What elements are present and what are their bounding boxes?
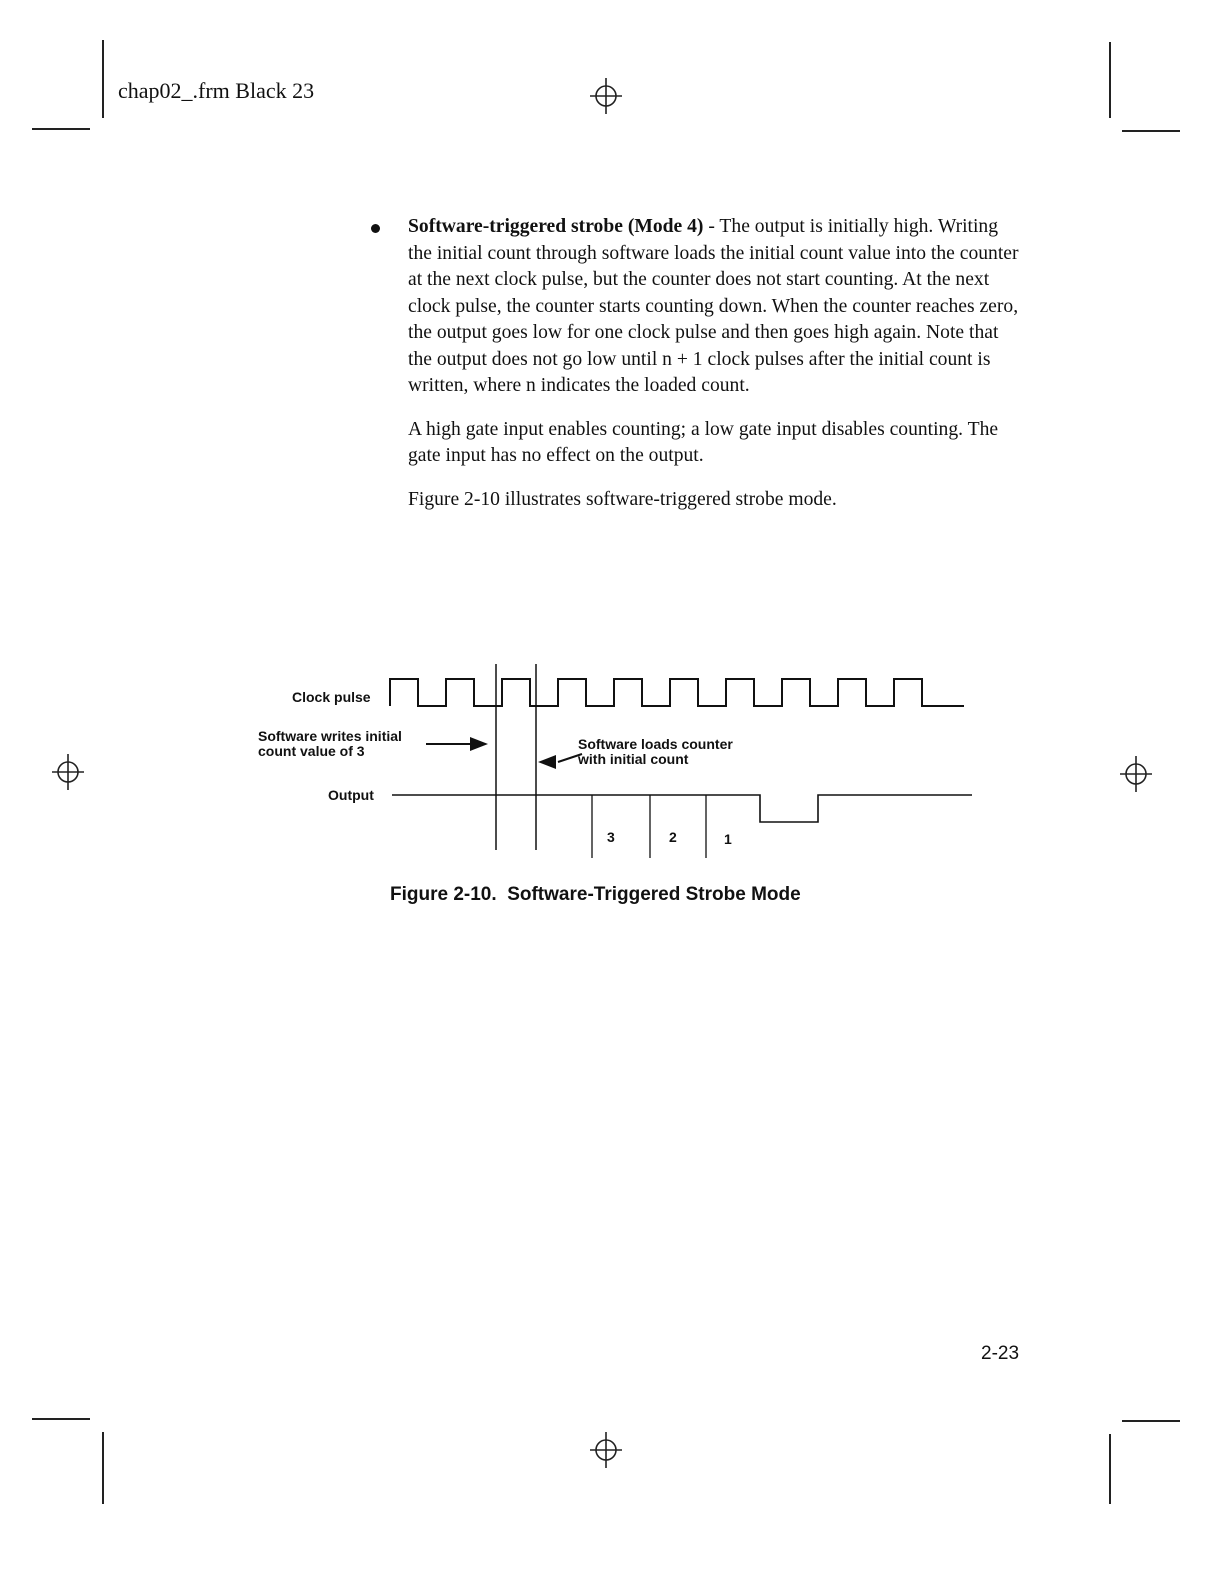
- count-label-1: 1: [724, 831, 732, 847]
- crop-mark-top-right-vertical: [1109, 42, 1111, 118]
- registration-mark-right-icon: [1116, 752, 1156, 796]
- bullet-paragraph: [408, 214, 1023, 400]
- bullet-item: [408, 214, 1023, 400]
- clock-pulse-label: Clock pulse: [292, 689, 371, 705]
- crop-mark-bottom-right-vertical: [1109, 1434, 1111, 1504]
- bullet-text: - The output is initially high. Writing the initial count through software loads the initial count value into the counter at the next clock pulse, but the counter does not start counting. At the next clock pulse, the counter starts counting down. When the counter reaches zero, the output goes low for one clock pulse and then goes high again. Note that the output does not go low until n + 1 clock pulses after the initial count is written, where n indicates the loaded count.: [408, 216, 1019, 396]
- crop-mark-top-right-horizontal: [1122, 130, 1180, 132]
- page-number: 2-23: [981, 1343, 1020, 1364]
- crop-mark-top-left-horizontal: [32, 128, 90, 130]
- gate-paragraph: A high gate input enables counting; a low gate input disables counting. The gate input has no effect on the output.: [408, 418, 999, 466]
- clock-waveform: [390, 679, 964, 706]
- crop-mark-top-left-vertical: [102, 40, 104, 118]
- loads-counter-label-line1: Software loads counter: [578, 736, 733, 752]
- bullet-dot-icon: [371, 224, 380, 233]
- page-header-file-label: chap02_.frm Black 23: [118, 78, 315, 103]
- crop-mark-bottom-left-vertical: [102, 1432, 104, 1504]
- figure-reference-paragraph: Figure 2-10 illustrates software-triggered strobe mode.: [408, 488, 837, 510]
- count-label-2: 2: [669, 829, 677, 845]
- registration-mark-top-icon: [586, 74, 626, 118]
- registration-mark-bottom-icon: [586, 1428, 626, 1472]
- timing-diagram: [250, 650, 980, 870]
- output-label: Output: [328, 787, 374, 803]
- crop-mark-bottom-left-horizontal: [32, 1418, 90, 1420]
- software-writes-label-line2: count value of 3: [258, 743, 365, 759]
- count-label-3: 3: [607, 829, 615, 845]
- output-waveform: [392, 795, 972, 822]
- arrow-right-icon: [426, 737, 488, 751]
- loads-counter-label-line2: with initial count: [578, 751, 689, 767]
- registration-mark-left-icon: [48, 750, 88, 794]
- arrow-left-icon: [538, 754, 582, 769]
- bullet-title: Software-triggered strobe (Mode 4): [408, 216, 704, 237]
- software-writes-label-line1: Software writes initial: [258, 728, 402, 744]
- figure-caption: Figure 2-10. Software-Triggered Strobe Mode: [390, 884, 801, 905]
- body-text: [408, 214, 1023, 513]
- crop-mark-bottom-right-horizontal: [1122, 1420, 1180, 1422]
